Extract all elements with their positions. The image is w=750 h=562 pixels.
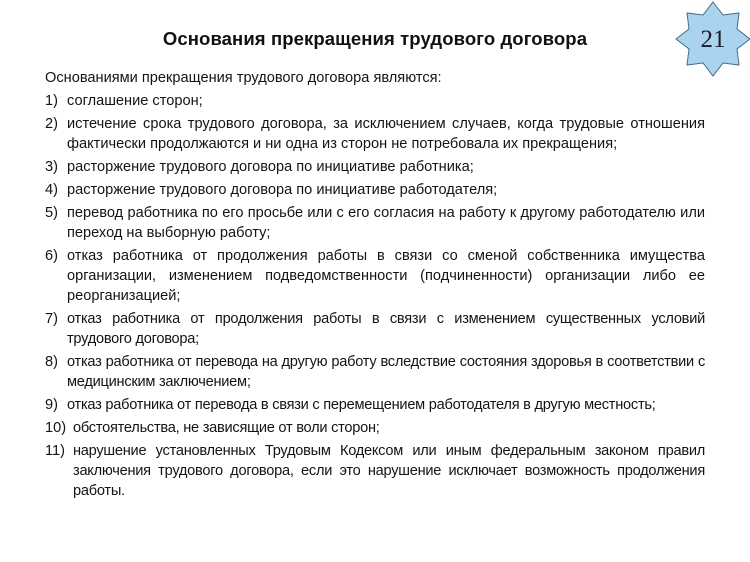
list-item — [45, 114, 705, 154]
list-item-text: истечение срока трудового договора, за исключением случаев, когда трудовые отношения фактически продолжаются и ни одна из сторон не потребовала их прекращения; — [67, 116, 705, 152]
list-item — [45, 91, 705, 111]
list-item — [45, 309, 705, 349]
list-item-text: отказ работника от перевода на другую работу вследствие состояния здоровья в соответствии с медицинским заключением; — [67, 354, 705, 390]
list-item-number: 5) — [45, 205, 58, 221]
page-number: 21 — [700, 26, 726, 53]
list-item — [45, 246, 705, 306]
list-item-number: 1) — [45, 93, 58, 109]
list-item — [45, 157, 705, 177]
list-item-text: отказ работника от перевода в связи с перемещением работодателя в другую местность; — [67, 397, 656, 413]
list-item-text: нарушение установленных Трудовым Кодексом или иным федеральным законом правил заключения трудового договора, если это нарушение исключает возможность продолжения работы. — [73, 443, 705, 499]
list-item-number: 10) — [45, 420, 67, 436]
intro-text: Основаниями прекращения трудового договора являются: — [45, 70, 442, 86]
slide-title: Основания прекращения трудового договора — [162, 28, 588, 49]
list-item-number: 7) — [45, 311, 58, 327]
list-item-text: расторжение трудового договора по инициативе работодателя; — [67, 182, 498, 198]
list-item-number: 8) — [45, 354, 58, 370]
list-item — [45, 203, 705, 243]
list-item-text: обстоятельства, не зависящие от воли сторон; — [73, 420, 380, 436]
list-item-number: 6) — [45, 248, 58, 264]
list-item — [45, 180, 705, 200]
list-item-text: соглашение сторон; — [67, 93, 203, 109]
list-item — [45, 418, 705, 438]
slide-body — [45, 68, 705, 504]
list-item — [45, 352, 705, 392]
list-item-number: 3) — [45, 159, 58, 175]
list-item — [45, 441, 705, 501]
list-item-text: перевод работника по его просьбе или с его согласия на работу к другому работодателю или переход на выборную работу; — [67, 205, 705, 241]
list-item-number: 4) — [45, 182, 58, 198]
list-item-number: 11) — [45, 443, 66, 459]
list-item-text: отказ работника от продолжения работы в связи с изменением существенных условий трудового договора; — [67, 311, 705, 347]
list-item-text: расторжение трудового договора по инициативе работника; — [67, 159, 474, 175]
list-item-text: отказ работника от продолжения работы в связи со сменой собственника имущества организации, изменением подведомственности (подчиненности) организации либо ее реорганизацией; — [67, 248, 705, 304]
list-item-number: 2) — [45, 116, 58, 132]
page-number-badge — [675, 1, 750, 77]
list-item — [45, 395, 705, 415]
list-item-number: 9) — [45, 397, 58, 413]
